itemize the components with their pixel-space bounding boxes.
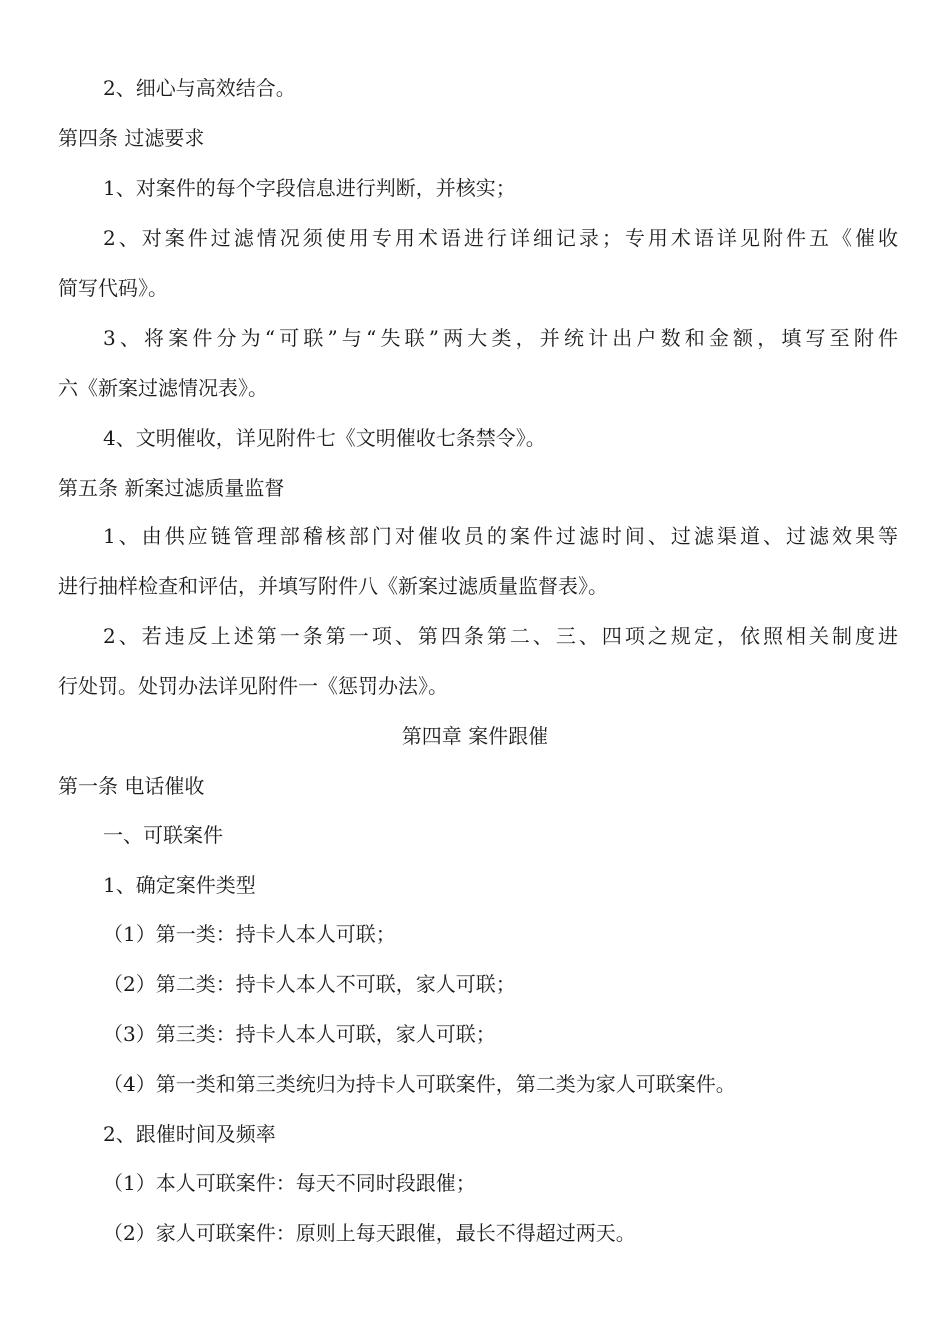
paragraph-line: 简写代码》。	[58, 276, 168, 300]
list-item: （2）第二类：持卡人本人不可联，家人可联；	[103, 972, 516, 996]
section-heading: 一、可联案件	[103, 823, 223, 847]
paragraph-line: 六《新案过滤情况表》。	[58, 376, 268, 400]
paragraph-line: 4、文明催收，详见附件七《文明催收七条禁令》。	[103, 426, 546, 450]
paragraph-line: 3、将案件分为“可联”与“失联”两大类，并统计出户数和金额，填写至附件	[103, 326, 898, 350]
article-heading: 第四条 过滤要求	[58, 126, 205, 150]
paragraph-line: 2、若违反上述第一条第一项、第四条第二、三、四项之规定，依照相关制度进	[103, 624, 898, 648]
paragraph-line: 2、对案件过滤情况须使用专用术语进行详细记录；专用术语详见附件五《催收	[103, 226, 898, 250]
list-item: （3）第三类：持卡人本人可联，家人可联；	[103, 1022, 496, 1046]
list-item: （1）本人可联案件：每天不同时段跟催；	[103, 1171, 476, 1195]
paragraph-line: 1、由供应链管理部稽核部门对催收员的案件过滤时间、过滤渠道、过滤效果等	[103, 524, 898, 548]
paragraph-line: 2、细心与高效结合。	[103, 76, 296, 100]
article-heading: 第一条 电话催收	[58, 774, 205, 798]
paragraph-line: 1、对案件的每个字段信息进行判断，并核实；	[103, 176, 516, 200]
chapter-heading: 第四章 案件跟催	[401, 724, 549, 748]
paragraph-line: 进行抽样检查和评估，并填写附件八《新案过滤质量监督表》。	[58, 574, 608, 598]
paragraph-line: 2、跟催时间及频率	[103, 1122, 276, 1146]
list-item: （2）家人可联案件：原则上每天跟催，最长不得超过两天。	[103, 1221, 636, 1245]
article-heading: 第五条 新案过滤质量监督	[58, 476, 285, 500]
paragraph-line: 行处罚。处罚办法详见附件一《惩罚办法》。	[58, 674, 448, 698]
list-item: （1）第一类：持卡人本人可联；	[103, 922, 396, 946]
paragraph-line: 1、确定案件类型	[103, 873, 256, 897]
list-item: （4）第一类和第三类统归为持卡人可联案件，第二类为家人可联案件。	[103, 1072, 736, 1096]
